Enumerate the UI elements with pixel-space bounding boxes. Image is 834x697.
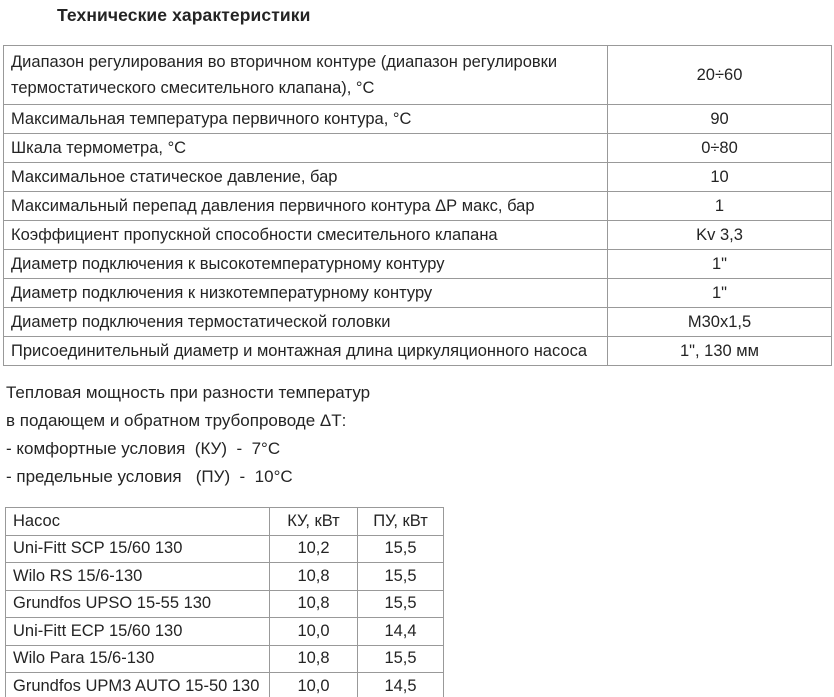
cell-value: 1" (608, 250, 832, 279)
pump-table-header-row (6, 508, 444, 536)
cell-ku: 10,0 (270, 673, 358, 697)
cell-label: Диаметр подключения к низкотемпературному контуру (4, 279, 608, 308)
table-row (4, 308, 832, 337)
table-row (4, 337, 832, 366)
cell-ku: 10,8 (270, 563, 358, 591)
cell-value: 90 (608, 105, 832, 134)
ku-column-header: КУ, кВт (270, 508, 358, 536)
cell-pump: Uni-Fitt ECP 15/60 130 (6, 618, 270, 646)
cell-label: Диаметр подключения к высокотемпературному контуру (4, 250, 608, 279)
table-row (6, 673, 444, 697)
cell-pump: Wilo Para 15/6-130 (6, 645, 270, 673)
table-row (4, 134, 832, 163)
cell-value: 10 (608, 163, 832, 192)
cell-value: 1 (608, 192, 832, 221)
pump-table-body (6, 535, 444, 697)
cell-label: Шкала термометра, °С (4, 134, 608, 163)
cell-ku: 10,0 (270, 618, 358, 646)
pump-column-header: Насос (6, 508, 270, 536)
cell-pump: Wilo RS 15/6-130 (6, 563, 270, 591)
document-page (0, 5, 834, 697)
cell-ku: 10,2 (270, 535, 358, 563)
specs-table-body (4, 46, 832, 366)
note-line: в подающем и обратном трубопроводе ΔТ: (6, 411, 347, 430)
table-row (6, 645, 444, 673)
cell-pump: Grundfos UPSO 15-55 130 (6, 590, 270, 618)
page-title: Технические характеристики (57, 5, 311, 25)
table-row (4, 250, 832, 279)
table-row (6, 590, 444, 618)
cell-label: Диапазон регулирования во вторичном контуре (диапазон регулировки термостатического смесительного клапана), °С (4, 46, 608, 105)
note-line: - предельные условия (ПУ) - 10°С (6, 467, 293, 486)
table-row (6, 535, 444, 563)
table-row (4, 221, 832, 250)
table-row (4, 279, 832, 308)
note-line: Тепловая мощность при разности температур (6, 383, 371, 402)
thermal-power-note (6, 379, 834, 491)
table-row (4, 46, 832, 105)
cell-pu: 15,5 (358, 535, 444, 563)
table-row (4, 192, 832, 221)
cell-pu: 14,4 (358, 618, 444, 646)
pump-table (5, 507, 444, 697)
table-row (6, 618, 444, 646)
table-row (4, 105, 832, 134)
cell-value: 20÷60 (608, 46, 832, 105)
cell-label: Диаметр подключения термостатической головки (4, 308, 608, 337)
cell-label: Коэффициент пропускной способности смесительного клапана (4, 221, 608, 250)
cell-label: Присоединительный диаметр и монтажная длина циркуляционного насоса (4, 337, 608, 366)
cell-value: M30x1,5 (608, 308, 832, 337)
table-row (4, 163, 832, 192)
cell-pump: Uni-Fitt SCP 15/60 130 (6, 535, 270, 563)
cell-ku: 10,8 (270, 590, 358, 618)
cell-value: 1", 130 мм (608, 337, 832, 366)
pu-column-header: ПУ, кВт (358, 508, 444, 536)
cell-ku: 10,8 (270, 645, 358, 673)
cell-value: 0÷80 (608, 134, 832, 163)
cell-value: 1" (608, 279, 832, 308)
note-line: - комфортные условия (КУ) - 7°С (6, 439, 281, 458)
cell-pu: 15,5 (358, 563, 444, 591)
cell-label: Максимальный перепад давления первичного контура ΔР макс, бар (4, 192, 608, 221)
cell-value: Kv 3,3 (608, 221, 832, 250)
cell-label: Максимальная температура первичного контура, °С (4, 105, 608, 134)
cell-pump: Grundfos UPM3 AUTO 15-50 130 (6, 673, 270, 697)
specs-table (3, 45, 832, 366)
table-row (6, 563, 444, 591)
cell-pu: 15,5 (358, 590, 444, 618)
cell-pu: 15,5 (358, 645, 444, 673)
cell-pu: 14,5 (358, 673, 444, 697)
cell-label: Максимальное статическое давление, бар (4, 163, 608, 192)
